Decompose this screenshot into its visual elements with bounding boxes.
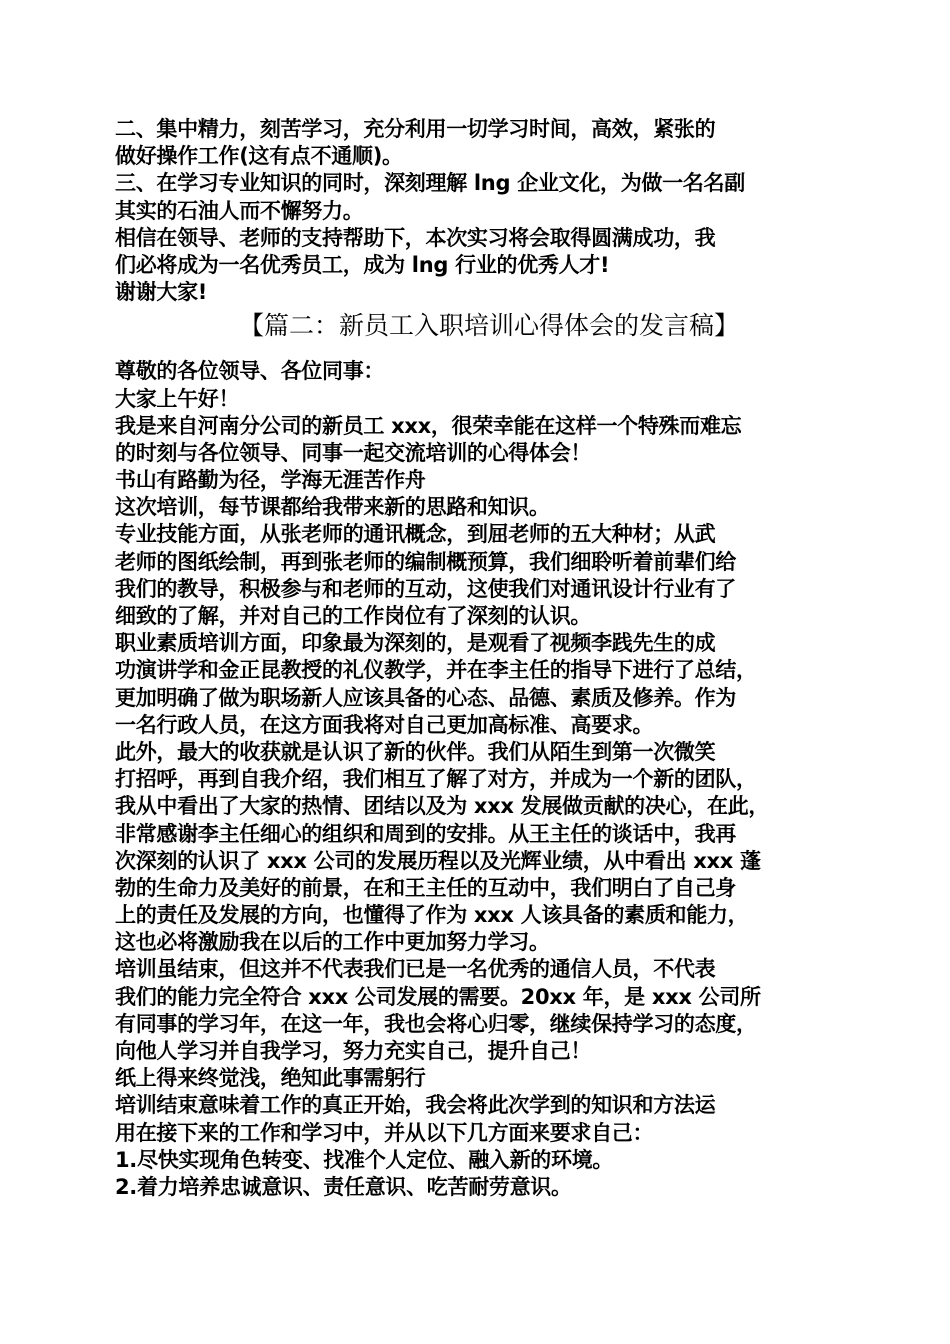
text-line: 书山有路勤为径，学海无涯苦作舟 xyxy=(115,468,426,493)
text-line: 谢谢大家! xyxy=(115,280,208,305)
text-line: 老师的图纸绘制，再到张老师的编制概预算，我们细聆听着前辈们给 xyxy=(115,549,736,574)
text-line: 做好操作工作(这有点不通顺)。 xyxy=(115,144,403,169)
text-line: 这也必将激励我在以后的工作中更加努力学习。 xyxy=(115,930,550,955)
text-line: 打招呼，再到自我介绍，我们相互了解了对方，并成为一个新的团队， xyxy=(115,767,757,792)
text-line: 次深刻的认识了 xxx 公司的发展历程以及光辉业绩，从中看出 xxx 蓬 xyxy=(115,848,761,873)
text-line: 有同事的学习年，在这一年，我也会将心归零，继续保持学习的态度， xyxy=(115,1011,757,1036)
text-line: 更加明确了做为职场新人应该具备的心态、品德、素质及修养。作为 xyxy=(115,685,736,710)
text-line: 我从中看出了大家的热情、团结以及为 xxx 发展做贡献的决心，在此， xyxy=(115,794,770,819)
text-line: 此外，最大的收获就是认识了新的伙伴。我们从陌生到第一次微笑 xyxy=(115,739,716,764)
section-heading: 【篇二：新员工入职培训心得体会的发言稿】 xyxy=(238,311,739,341)
text-line: 职业素质培训方面，印象最为深刻的，是观看了视频李践先生的成 xyxy=(115,631,716,656)
text-line: 上的责任及发展的方向，也懂得了作为 xxx 人该具备的素质和能力， xyxy=(115,903,749,928)
text-line: 培训结束意味着工作的真正开始，我会将此次学到的知识和方法运 xyxy=(115,1093,716,1118)
text-line: 纸上得来终觉浅，绝知此事需躬行 xyxy=(115,1066,426,1091)
text-line: 二、集中精力，刻苦学习，充分利用一切学习时间，高效，紧张的 xyxy=(115,117,716,141)
text-line: 用在接下来的工作和学习中，并从以下几方面来要求自己： xyxy=(115,1120,654,1145)
text-line: 勃的生命力及美好的前景，在和王主任的互动中，我们明白了自己身 xyxy=(115,875,736,900)
text-line: 非常感谢李主任细心的组织和周到的安排。从王主任的谈话中，我再 xyxy=(115,821,736,846)
text-line: 尊敬的各位领导、各位同事： xyxy=(115,359,385,384)
paragraph-block-1 xyxy=(115,116,855,306)
text-line: 2.着力培养忠诚意识、责任意识、吃苦耐劳意识。 xyxy=(115,1174,572,1199)
text-line: 1.尽快实现角色转变、找准个人定位、融入新的环境。 xyxy=(115,1147,614,1172)
text-line: 功演讲学和金正昆教授的礼仪教学，并在李主任的指导下进行了总结， xyxy=(115,658,757,683)
text-line: 专业技能方面，从张老师的通讯概念，到屈老师的五大种材；从武 xyxy=(115,522,716,547)
text-line: 我是来自河南分公司的新员工 xxx，很荣幸能在这样一个特殊而难忘 xyxy=(115,413,742,438)
text-line: 一名行政人员，在这方面我将对自己更加高标准、高要求。 xyxy=(115,712,654,737)
text-line: 的时刻与各位领导、同事一起交流培训的心得体会！ xyxy=(115,440,592,465)
text-line: 其实的石油人而不懈努力。 xyxy=(115,198,364,223)
text-line: 细致的了解，并对自己的工作岗位有了深刻的认识。 xyxy=(115,604,592,628)
paragraph-block-2 xyxy=(115,358,855,1201)
text-line: 我们的教导，积极参与和老师的互动，这使我们对通讯设计行业有了 xyxy=(115,576,736,601)
text-line: 向他人学习并自我学习，努力充实自己，提升自己！ xyxy=(115,1039,592,1063)
text-line: 我们的能力完全符合 xxx 公司发展的需要。20xx 年，是 xxx 公司所 xyxy=(115,984,761,1009)
text-line: 们必将成为一名优秀员工，成为 lng 行业的优秀人才! xyxy=(115,252,610,277)
document-page xyxy=(115,116,855,1201)
text-line: 这次培训，每节课都给我带来新的思路和知识。 xyxy=(115,495,550,520)
text-line: 大家上午好！ xyxy=(115,386,240,411)
text-line: 三、在学习专业知识的同时，深刻理解 lng 企业文化，为做一名名副 xyxy=(115,171,745,196)
text-line: 培训虽结束，但这并不代表我们已是一名优秀的通信人员，不代表 xyxy=(115,957,716,982)
text-line: 相信在领导、老师的支持帮助下，本次实习将会取得圆满成功，我 xyxy=(115,225,716,250)
